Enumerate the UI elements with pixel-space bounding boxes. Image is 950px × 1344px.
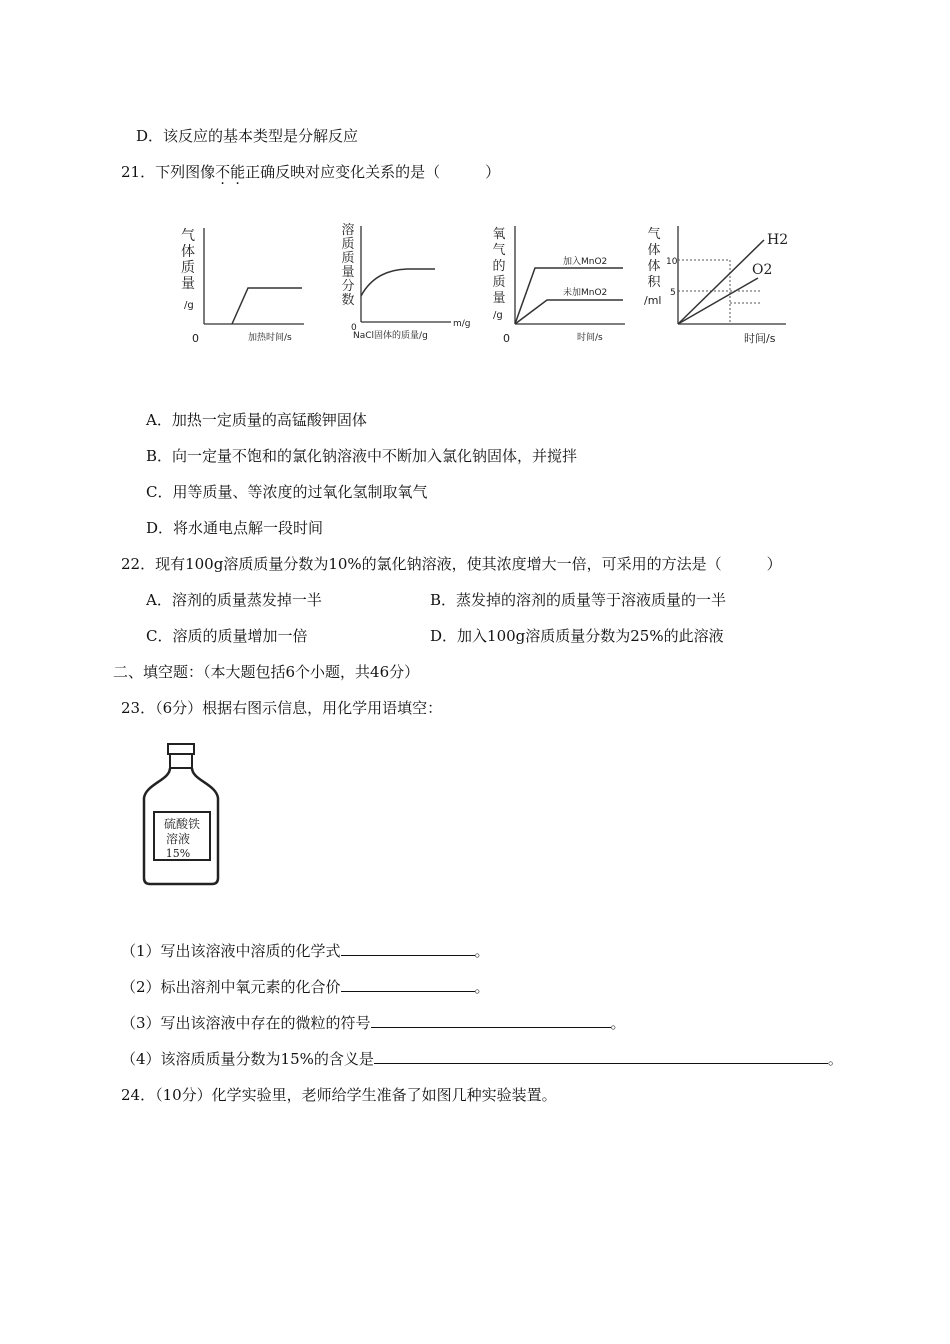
bottle-label-line2: 溶液 — [165, 832, 191, 846]
q23-stem: 23．（6分）根据右图示信息，用化学用语填空： — [121, 699, 443, 717]
q21-option-c: C．用等质量、等浓度的过氧化氢制取氧气 — [146, 483, 428, 501]
graph-c-series2-label: 未加MnO2 — [563, 288, 608, 298]
graph-b-ylabel — [341, 222, 354, 308]
graph-d-tick-5: 5 — [670, 288, 676, 298]
graph-d — [640, 218, 800, 348]
q22-option-a: A．溶剂的质量蒸发掉一半 — [146, 591, 322, 609]
graph-c-origin: 0 — [503, 332, 510, 345]
graph-c — [485, 218, 635, 348]
answer-blank-3[interactable] — [371, 1012, 611, 1028]
graph-b-origin: 0 — [351, 323, 357, 333]
svg-text:/g: /g — [184, 300, 194, 311]
svg-text:质: 质 — [341, 251, 355, 266]
svg-text:气: 气 — [647, 227, 661, 242]
bottle-label-line1: 硫酸铁 — [163, 817, 201, 831]
svg-text:体: 体 — [647, 243, 661, 258]
svg-text:气: 气 — [181, 228, 195, 244]
graph-d-tick-10: 10 — [666, 257, 678, 267]
q23-sub4: （4）该溶质质量分数为15%的含义是 。 — [121, 1050, 843, 1068]
graph-b-xlabel: NaCl固体的质量/g — [353, 331, 428, 341]
svg-text:数: 数 — [341, 293, 355, 308]
q22-option-b: B．蒸发掉的溶剂的质量等于溶液质量的一半 — [430, 591, 727, 609]
q23-sub3: （3）写出该溶液中存在的微粒的符号 。 — [121, 1014, 626, 1032]
graph-c-ylabel — [492, 227, 505, 321]
q21-option-a: A．加热一定质量的高锰酸钾固体 — [146, 411, 367, 429]
svg-text:氧: 氧 — [492, 227, 506, 242]
svg-text:量: 量 — [181, 276, 195, 292]
q21-stem — [121, 162, 500, 182]
svg-text:/g: /g — [493, 310, 503, 321]
q21-emphasis-2: 能 — [230, 163, 246, 181]
answer-blank-1[interactable] — [341, 940, 475, 956]
q21-option-d: D．将水通电点解一段时间 — [146, 519, 324, 537]
svg-text:质: 质 — [341, 237, 355, 252]
svg-text:质: 质 — [181, 260, 195, 276]
graph-d-label-o2: O2 — [752, 262, 773, 278]
graph-a — [170, 218, 320, 348]
graph-a-ylabel — [181, 228, 195, 311]
q21-stem-suffix: 正确反映对应变化关系的是（ ） — [245, 163, 501, 181]
graph-d-xlabel: 时间/s — [744, 332, 776, 345]
q20-option-d: D．该反应的基本类型是分解反应 — [136, 127, 359, 145]
svg-text:质: 质 — [492, 275, 506, 290]
answer-blank-2[interactable] — [341, 976, 475, 992]
graph-c-curve-no-catalyst — [515, 300, 623, 324]
svg-text:气: 气 — [492, 243, 506, 258]
bottle-label-line3: 15% — [165, 847, 191, 860]
reagent-bottle — [138, 740, 224, 890]
graph-b-curve — [361, 269, 435, 296]
graph-a-curve — [232, 288, 302, 324]
graph-d-ylabel — [644, 227, 661, 307]
q21-emphasis-1: 不 — [215, 163, 231, 181]
svg-text:溶: 溶 — [341, 223, 355, 238]
q22-option-c: C．溶质的质量增加一倍 — [146, 627, 308, 645]
graph-d-label-h2: H2 — [767, 232, 789, 248]
q24-stem: 24．（10分）化学实验里，老师给学生准备了如图几种实验装置。 — [121, 1086, 557, 1104]
svg-text:体: 体 — [647, 259, 661, 274]
graph-b-xunit: m/g — [453, 319, 471, 329]
q23-sub2: （2）标出溶剂中氧元素的化合价 。 — [121, 978, 490, 996]
graph-c-series1-label: 加入MnO2 — [563, 257, 608, 267]
graph-b — [335, 218, 480, 348]
q21-stem-prefix: 21．下列图像 — [121, 163, 216, 181]
q22-stem: 22．现有100g溶质质量分数为10%的氯化钠溶液，使其浓度增大一倍，可采用的方法是（ ） — [121, 555, 782, 573]
q21-option-b: B．向一定量不饱和的氯化钠溶液中不断加入氯化钠固体，并搅拌 — [146, 447, 578, 465]
svg-text:分: 分 — [341, 279, 355, 294]
svg-text:积: 积 — [647, 275, 661, 290]
svg-text:的: 的 — [492, 259, 506, 274]
q23-sub1: （1）写出该溶液中溶质的化学式 。 — [121, 942, 490, 960]
answer-blank-4[interactable] — [374, 1048, 828, 1064]
svg-text:体: 体 — [181, 244, 195, 260]
svg-text:/ml: /ml — [644, 294, 662, 307]
svg-text:量: 量 — [492, 291, 506, 306]
q22-option-d: D．加入100g溶质质量分数为25%的此溶液 — [430, 627, 724, 645]
graph-a-origin: 0 — [192, 332, 199, 345]
graph-c-xlabel: 时间/s — [577, 333, 603, 343]
svg-text:量: 量 — [341, 265, 355, 280]
graph-a-xlabel: 加热时间/s — [248, 333, 292, 343]
section-heading: 二、填空题：（本大题包括6个小题，共46分） — [113, 663, 420, 681]
